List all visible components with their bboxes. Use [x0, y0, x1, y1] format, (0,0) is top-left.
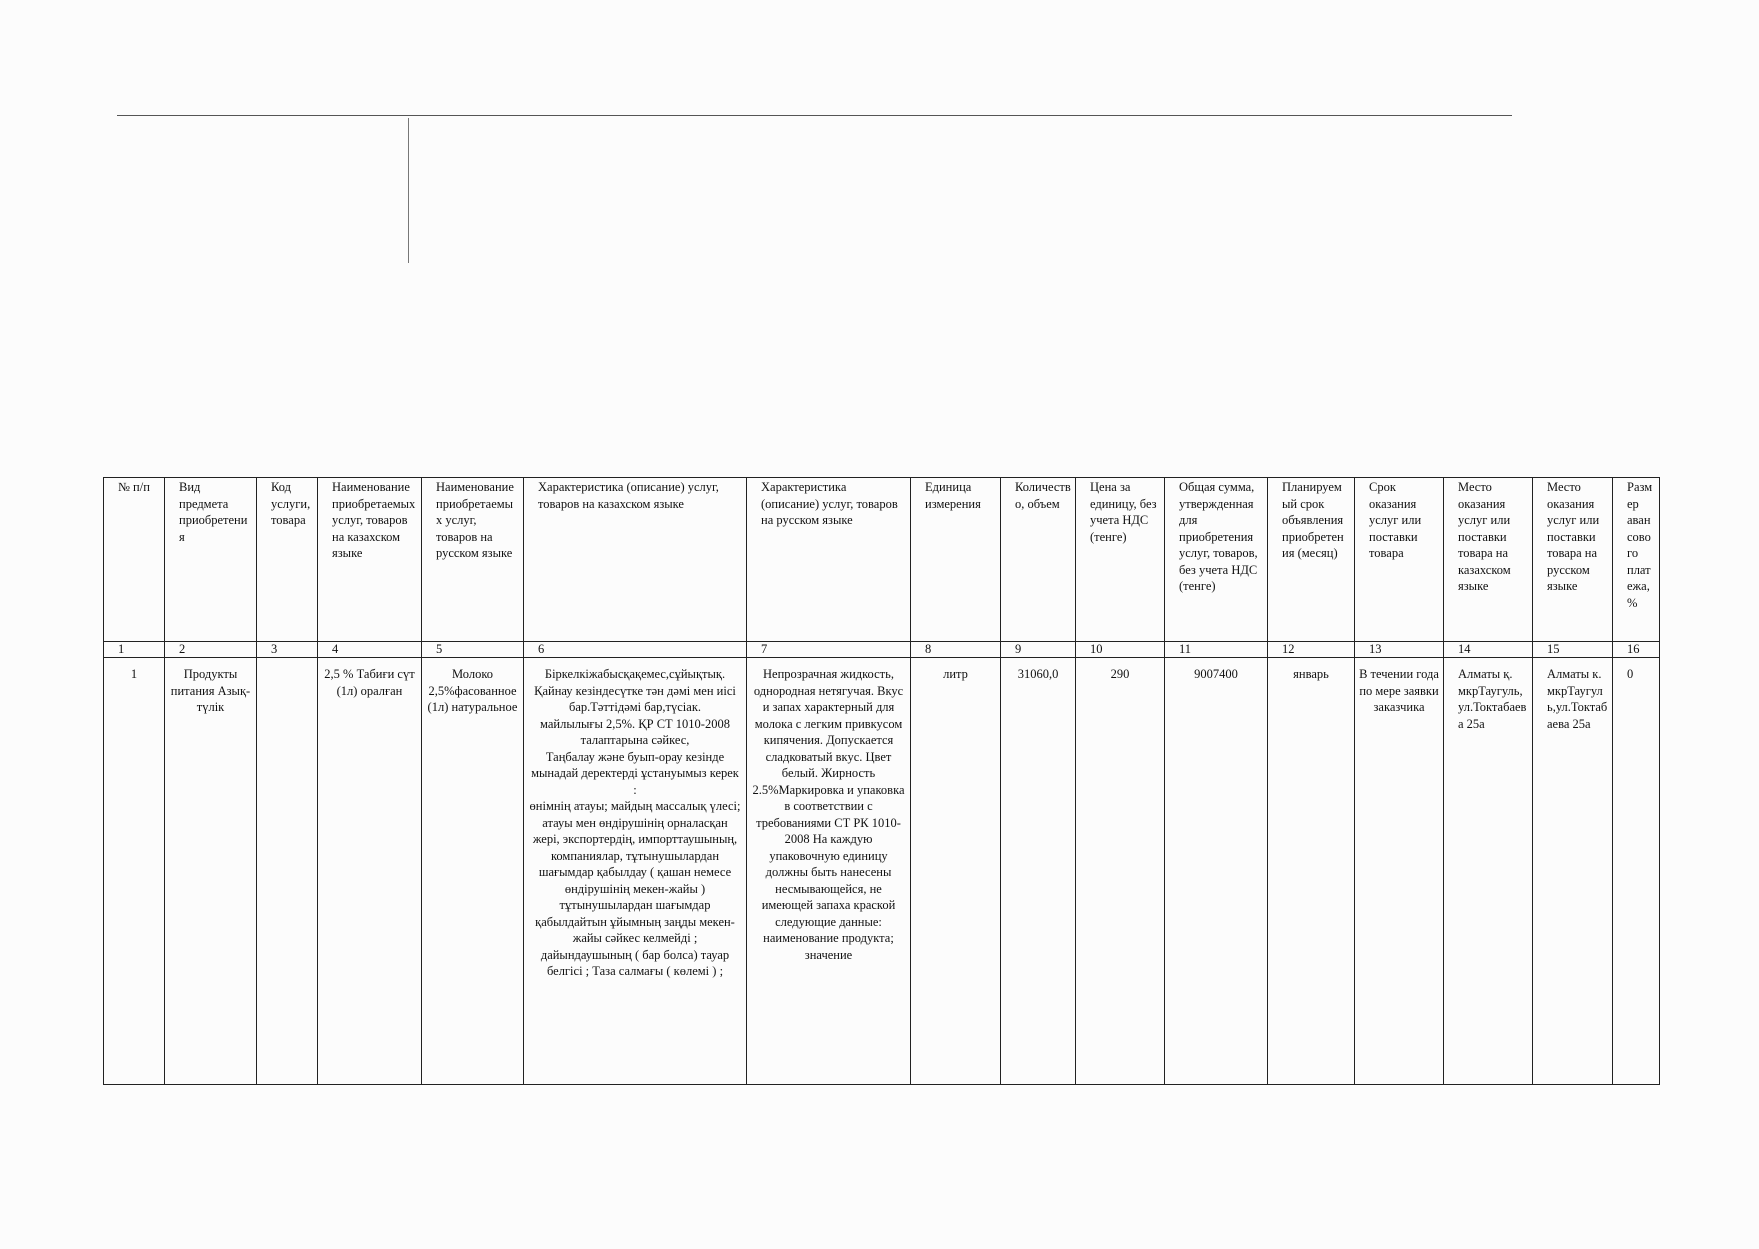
row-number: 1: [104, 658, 165, 1085]
header-cell: Характеристика (описание) услуг, товаров на казахском языке: [524, 478, 747, 642]
row-unit: литр: [911, 658, 1001, 1085]
row-description-kz: Біркелкіжабысқақемес,сұйықтық. Қайнау кезіндесүтке тән дәмі мен иісі бар.Тәттідәмі бар,түсіак. майлылығы 2,5%. ҚР СТ 1010-2008 талаптарына сәйкес, Таңбалау және буып-орау кезінде мынадай деректерді ұстануымыз керек : өнімнің атауы; майдың массалық үлесі; атауы мен өндірушінің орналасқан жері, экспортердің, импорттаушының, компаниялар, тұтынушылардан шағымдар қабылдау ( қашан немесе өндірушінің мекен-жайы ) тұтынушылардан шағымдар қабылдайтын ұйымның заңды мекен-жайы сәйкес келмейді ; дайындаушының ( бар болса) тауар белгісі ; Таза салмағы ( көлемі ) ;: [524, 658, 747, 1085]
header-cell: Место оказания услуг или поставки товара на казахском языке: [1444, 478, 1533, 642]
row-type: Продукты питания Азық-түлік: [165, 658, 257, 1085]
header-cell: Наименование приобретаемых услуг, товаров на русском языке: [422, 478, 524, 642]
column-number-row: [104, 642, 1660, 658]
column-number: 8: [911, 642, 1001, 658]
header-vertical-line: [408, 118, 409, 263]
column-number: 6: [524, 642, 747, 658]
row-description-ru: Непрозрачная жидкость, однородная нетягучая. Вкус и запах характерный для молока с легким привкусом кипячения. Допускается сладковатый вкус. Цвет белый. Жирность 2.5%Маркировка и упаковка в соответствии с требованиями СТ РК 1010-2008 На каждую упаковочную единицу должны быть нанесены несмывающейся, не имеющей запаха краской следующие данные: наименование продукта; значение: [747, 658, 911, 1085]
header-row: [104, 478, 1660, 642]
row-term: В течении года по мере заявки заказчика: [1355, 658, 1444, 1085]
header-cell: Место оказания услуг или поставки товара на русском языке: [1533, 478, 1613, 642]
column-number: 13: [1355, 642, 1444, 658]
row-price: 290: [1076, 658, 1165, 1085]
column-number: 15: [1533, 642, 1613, 658]
table-row: [104, 658, 1660, 1085]
column-number: 16: [1613, 642, 1660, 658]
header-cell: Характеристика (описание) услуг, товаров на русском языке: [747, 478, 911, 642]
row-place-kz: Алматы қ. мкрТаугуль,ул.Токтабаева 25а: [1444, 658, 1533, 1085]
column-number: 12: [1268, 642, 1355, 658]
header-cell: Срок оказания услуг или поставки товара: [1355, 478, 1444, 642]
column-number: 10: [1076, 642, 1165, 658]
column-number: 2: [165, 642, 257, 658]
row-place-ru: Алматы к. мкрТаугуль,ул.Токтабаева 25а: [1533, 658, 1613, 1085]
header-divider-line: [117, 115, 1512, 116]
header-cell: Вид предмета приобретения: [165, 478, 257, 642]
procurement-table: [103, 477, 1660, 1085]
header-cell: Единица измерения: [911, 478, 1001, 642]
column-number: 9: [1001, 642, 1076, 658]
row-advance: 0: [1613, 658, 1660, 1085]
header-cell: Планируемый срок объявления приобретения (месяц): [1268, 478, 1355, 642]
row-code: [257, 658, 318, 1085]
row-name-kz: 2,5 % Табиғи сүт (1л) оралған: [318, 658, 422, 1085]
column-number: 4: [318, 642, 422, 658]
column-number: 5: [422, 642, 524, 658]
row-name-ru: Молоко 2,5%фасованное (1л) натуральное: [422, 658, 524, 1085]
header-cell: Размер авансового платежа, %: [1613, 478, 1660, 642]
column-number: 7: [747, 642, 911, 658]
column-number: 14: [1444, 642, 1533, 658]
row-total: 9007400: [1165, 658, 1268, 1085]
header-cell: № п/п: [104, 478, 165, 642]
header-cell: Код услуги, товара: [257, 478, 318, 642]
header-cell: Наименование приобретаемых услуг, товаров на казахском языке: [318, 478, 422, 642]
row-month: январь: [1268, 658, 1355, 1085]
column-number: 1: [104, 642, 165, 658]
header-cell: Общая сумма, утвержденная для приобретения услуг, товаров, без учета НДС (тенге): [1165, 478, 1268, 642]
column-number: 11: [1165, 642, 1268, 658]
row-quantity: 31060,0: [1001, 658, 1076, 1085]
column-number: 3: [257, 642, 318, 658]
header-cell: Количество, объем: [1001, 478, 1076, 642]
header-cell: Цена за единицу, без учета НДС (тенге): [1076, 478, 1165, 642]
